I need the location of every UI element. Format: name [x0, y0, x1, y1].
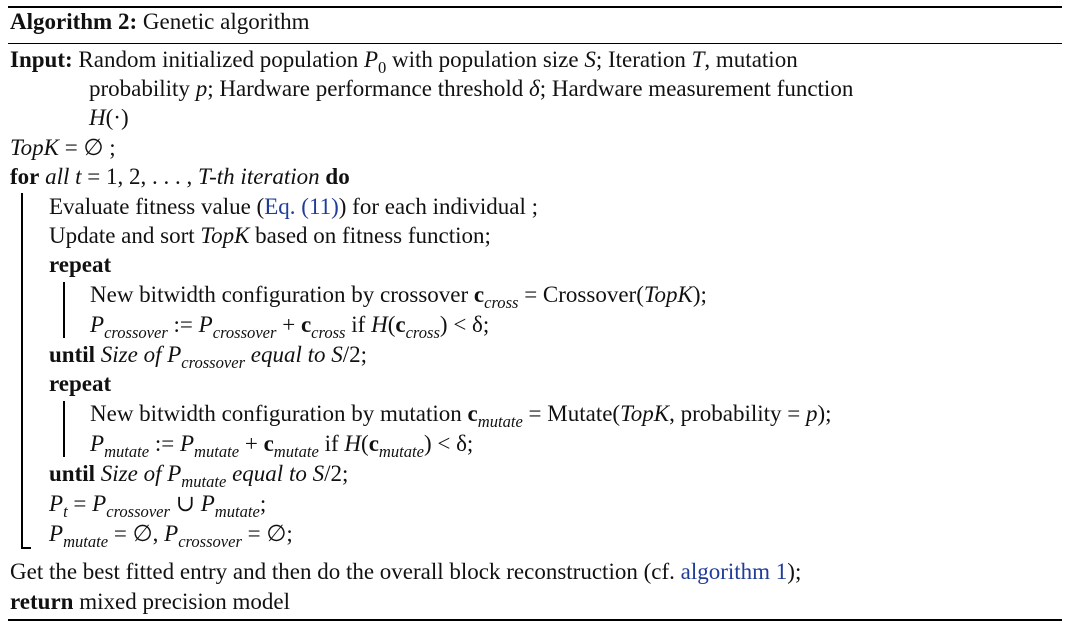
algorithm-title: Genetic algorithm [142, 9, 310, 34]
math-sub: crossover [178, 531, 242, 551]
math-text: = [67, 491, 93, 516]
math-text: = 1, 2, . . . , [81, 164, 199, 189]
crossover-line-1 [90, 281, 707, 312]
math-sub: cross [311, 322, 346, 342]
input-line-1 [10, 46, 798, 77]
keyword-until: until [49, 461, 96, 486]
until-1-line [49, 341, 368, 372]
math-sub: mutate [63, 531, 109, 551]
math-sub: mutate [214, 501, 260, 521]
math-var: c [263, 431, 274, 456]
math-var: P [164, 521, 179, 546]
math-var: t [75, 164, 82, 189]
line-text: based on fitness function; [249, 223, 491, 248]
math-text: , probability = [669, 401, 807, 426]
math-text: ) < δ; [439, 312, 490, 337]
final-line [10, 558, 801, 586]
math-var: P [179, 431, 195, 456]
input-text: ; Hardware measurement function [539, 76, 854, 101]
math-sub: mutate [273, 441, 319, 461]
repeat-2-line [49, 370, 111, 398]
for-line [10, 163, 350, 191]
algorithm-header [10, 8, 310, 36]
math-var: c [467, 401, 478, 426]
line-text: New bitwidth configuration by mutation [90, 401, 468, 426]
until-text: equal to [245, 342, 332, 367]
math-text: ∪ [169, 491, 201, 516]
math-var: δ [529, 76, 540, 101]
input-text: with population size [386, 47, 585, 72]
math-text: ); [692, 282, 707, 307]
input-line-2 [89, 75, 853, 103]
mutation-line-2: $P_{mutate}$ := $P_{mutate} + c_{mutate}$ if $H(c_{mutate}) < \delta$; [90, 431, 474, 461]
math-var: P [90, 431, 105, 456]
math-var: P [49, 521, 64, 546]
until-text: equal to [226, 461, 313, 486]
for-block-bar [21, 193, 23, 548]
math-text: ; [259, 491, 267, 516]
line-text: Evaluate fitness value ( [49, 194, 265, 219]
line-text: ); [787, 559, 802, 584]
math-var: P [167, 461, 182, 486]
input-text: ; Hardware performance threshold [207, 76, 530, 101]
for-text: all [39, 164, 76, 189]
input-text: probability [89, 76, 196, 101]
math-text: := [149, 431, 180, 456]
line-text: if [345, 312, 372, 337]
until-text: Size of [95, 461, 168, 486]
input-text: , mutation [704, 47, 798, 72]
math-var: H [371, 312, 388, 337]
pt-line [49, 490, 267, 521]
math-var: TopK [620, 401, 670, 426]
input-label: Input: [10, 47, 73, 72]
math-sub: mutate [104, 441, 150, 461]
math-sub: crossover [104, 322, 168, 342]
math-text: (·) [105, 105, 129, 130]
math-var: p [195, 76, 208, 101]
math-sub: cross [405, 322, 440, 342]
math-sub: cross [484, 292, 519, 312]
eval-line [49, 193, 538, 221]
math-var: c [300, 312, 312, 337]
math-sub: mutate [477, 411, 523, 431]
math-var: P [90, 312, 105, 337]
math-var: TopK [200, 223, 250, 248]
repeat-1-bar [63, 282, 65, 338]
line-text: ) for each individual ; [338, 194, 539, 219]
for-block-foot [21, 547, 31, 549]
line-text: if [318, 431, 345, 456]
repeat-2-bar [63, 401, 65, 457]
math-text: /2; [324, 461, 349, 486]
math-text: = Crossover( [518, 282, 644, 307]
math-var: S [331, 342, 343, 367]
keyword-until: until [49, 342, 96, 367]
math-sub: mutate [378, 441, 424, 461]
keyword-repeat: repeat [49, 252, 112, 277]
input-text: Random initialized population [78, 47, 364, 72]
for-text: -th iteration [209, 164, 320, 189]
keyword-for: for [10, 164, 40, 189]
math-var: P [200, 491, 215, 516]
math-text: ) < δ; [423, 431, 474, 456]
line-text: mixed precision model [73, 589, 290, 614]
algorithm-link[interactable]: algorithm 1 [680, 559, 788, 584]
math-var: P [49, 491, 64, 516]
header-rule [8, 43, 1062, 44]
math-var: TopK [643, 282, 693, 307]
math-sub: mutate [194, 441, 240, 461]
math-var: c [395, 312, 406, 337]
line-text: Update and sort [49, 223, 201, 248]
math-text: ); [817, 401, 832, 426]
math-var: p [806, 401, 818, 426]
update-line [49, 222, 491, 250]
math-text: = ∅ ; [59, 135, 116, 160]
keyword-repeat: repeat [49, 371, 112, 396]
until-2-line [49, 460, 349, 491]
math-var: P [198, 312, 213, 337]
math-text: = Mutate( [522, 401, 621, 426]
mutation-line-1 [90, 400, 832, 431]
math-sub: crossover [212, 322, 277, 342]
math-text: := [167, 312, 199, 337]
keyword-return: return [10, 589, 74, 614]
math-var: T [691, 47, 705, 72]
math-sub: crossover [106, 501, 170, 521]
math-var: c [473, 282, 485, 307]
math-var: TopK [10, 135, 60, 160]
crossover-line-2: $P_{crossover}$ := $P_{crossover} + c_{cross}$ if $H(c_{cross}) < \delta$; [90, 312, 490, 342]
math-var: T [198, 164, 210, 189]
line-text: New bitwidth configuration by crossover [90, 282, 474, 307]
input-text: ; Iteration [595, 47, 692, 72]
math-text: + [276, 312, 301, 337]
math-var: H [344, 431, 362, 456]
math-text: + [239, 431, 264, 456]
math-var: H [89, 105, 106, 130]
repeat-1-line [49, 251, 111, 279]
math-var: c [368, 431, 379, 456]
math-sub: t [63, 501, 68, 521]
math-var: P [167, 342, 182, 367]
reset-line [49, 520, 293, 551]
math-var: S [312, 461, 325, 486]
math-text: = ∅, [108, 521, 165, 546]
keyword-do: do [325, 164, 350, 189]
math-text: = ∅; [241, 521, 293, 546]
equation-link[interactable]: Eq. (11) [264, 194, 339, 219]
until-text: Size of [95, 342, 168, 367]
math-var: P [92, 491, 107, 516]
input-line-3 [89, 104, 129, 132]
math-sub: mutate [181, 471, 227, 491]
math-text: /2; [342, 342, 368, 367]
return-line [10, 588, 290, 616]
math-var: P [363, 47, 379, 72]
algorithm-label: Algorithm 2: [10, 9, 138, 34]
bottom-rule [8, 619, 1062, 621]
line-text: Get the best fitted entry and then do the overall block reconstruction (cf. [10, 559, 681, 584]
topk-init-line [10, 134, 116, 162]
math-var: S [584, 47, 596, 72]
math-sub: 0 [378, 57, 387, 77]
math-sub: crossover [181, 352, 246, 372]
